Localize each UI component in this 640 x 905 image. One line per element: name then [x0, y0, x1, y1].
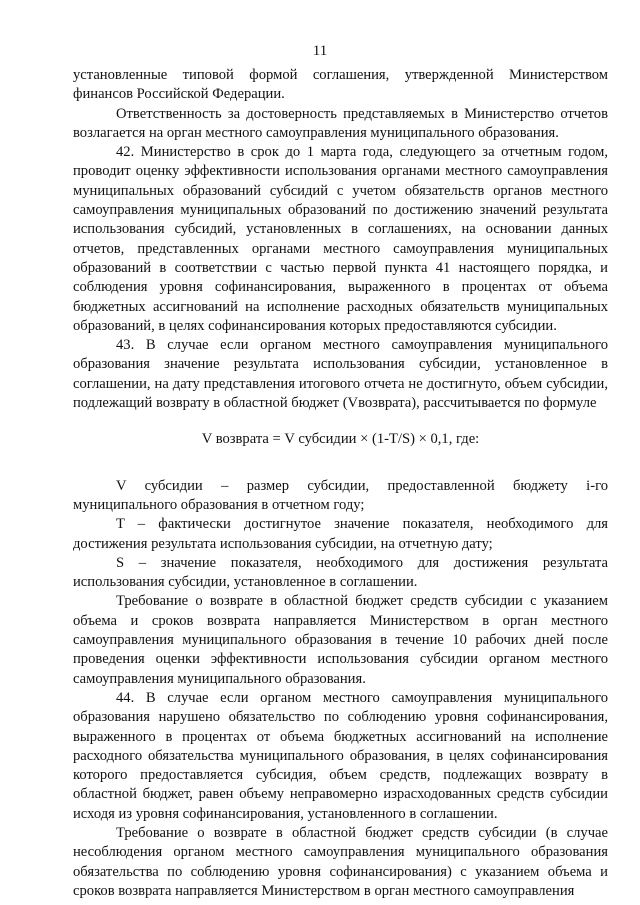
- paragraph-item-42: 42. Министерство в срок до 1 марта года, следующего за отчетным годом, проводит оценку эффективности использования органами местного самоуправления муниципальных образований субсидий с учетом обязательств органов местного самоуправления муниципальных образований по достижению значений результата использования субсидий, установленных в соглашениях, на основании данных отчетов, представленных органами местного самоуправления муниципальных образований в соответствии с частью первой пункта 41 настоящего порядка, и соблюдения уровня софинансирования, выраженного в процентах от объема бюджетных ассигнований на исполнение расходных обязательств муниципальных образований, в целях софинансирования которых предоставляются субсидии.: [73, 144, 608, 334]
- paragraph-return-requirement-cofinancing: Требование о возврате в областной бюджет средств субсидии (в случае несоблюдения органом местного самоуправления муниципального образования обязательства по соблюдению уровня софинансирования) с указанием объема и сроков возврата направляется Министерством в орган местного самоуправления: [73, 824, 608, 899]
- definition-v-subsidy: V субсидии – размер субсидии, предоставленной бюджету i-го муниципального образования в отчетном году;: [73, 477, 608, 513]
- definition-t: T – фактически достигнутое значение показателя, необходимого для достижения результата использования субсидии, на отчетную дату;: [73, 516, 608, 552]
- page-number: 11: [312, 43, 328, 59]
- paragraph-return-requirement: Требование о возврате в областной бюджет средств субсидии с указанием объема и сроков возврата направляется Министерством в орган местного самоуправления муниципального образования в течение 10 рабочих дней после проведения оценки эффективности использования субсидии органом местного самоуправления муниципального образования.: [73, 593, 608, 687]
- definition-s: S – значение показателя, необходимого для достижения результата использования субсидии, установленное в соглашении.: [73, 554, 608, 591]
- formula: V возврата = V субсидии × (1-T/S) × 0,1, где:: [201, 431, 480, 448]
- paragraph-item-44: 44. В случае если органом местного самоуправления муниципального образования нарушено обязательство по соблюдению уровня софинансирования, выраженного в процентах от объема бюджетных ассигнований на исполнение расходного обязательства муниципального образования, в целях софинансирования которого предоставляется субсидия, объем средств, подлежащих возврату в областной бюджет, равен объему неправомерно израсходованных средств субсидии исходя из уровня софинансирования, установленного в соглашении.: [73, 689, 608, 822]
- paragraph-item-43: 43. В случае если органом местного самоуправления муниципального образования значение результата использования субсидии, установленное в соглашении, на дату представления итогового отчета не достигнуто, объем субсидии, подлежащий возврату в областной бюджет (Vвозврата), рассчитывается по формуле: [73, 337, 608, 412]
- document-body: [73, 66, 608, 901]
- paragraph-responsibility: Ответственность за достоверность представляемых в Министерство отчетов возлагается на орган местного самоуправления муниципального образования.: [73, 105, 608, 141]
- paragraph-continuation: установленные типовой формой соглашения, утвержденной Министерством финансов Российской Федерации.: [73, 67, 608, 103]
